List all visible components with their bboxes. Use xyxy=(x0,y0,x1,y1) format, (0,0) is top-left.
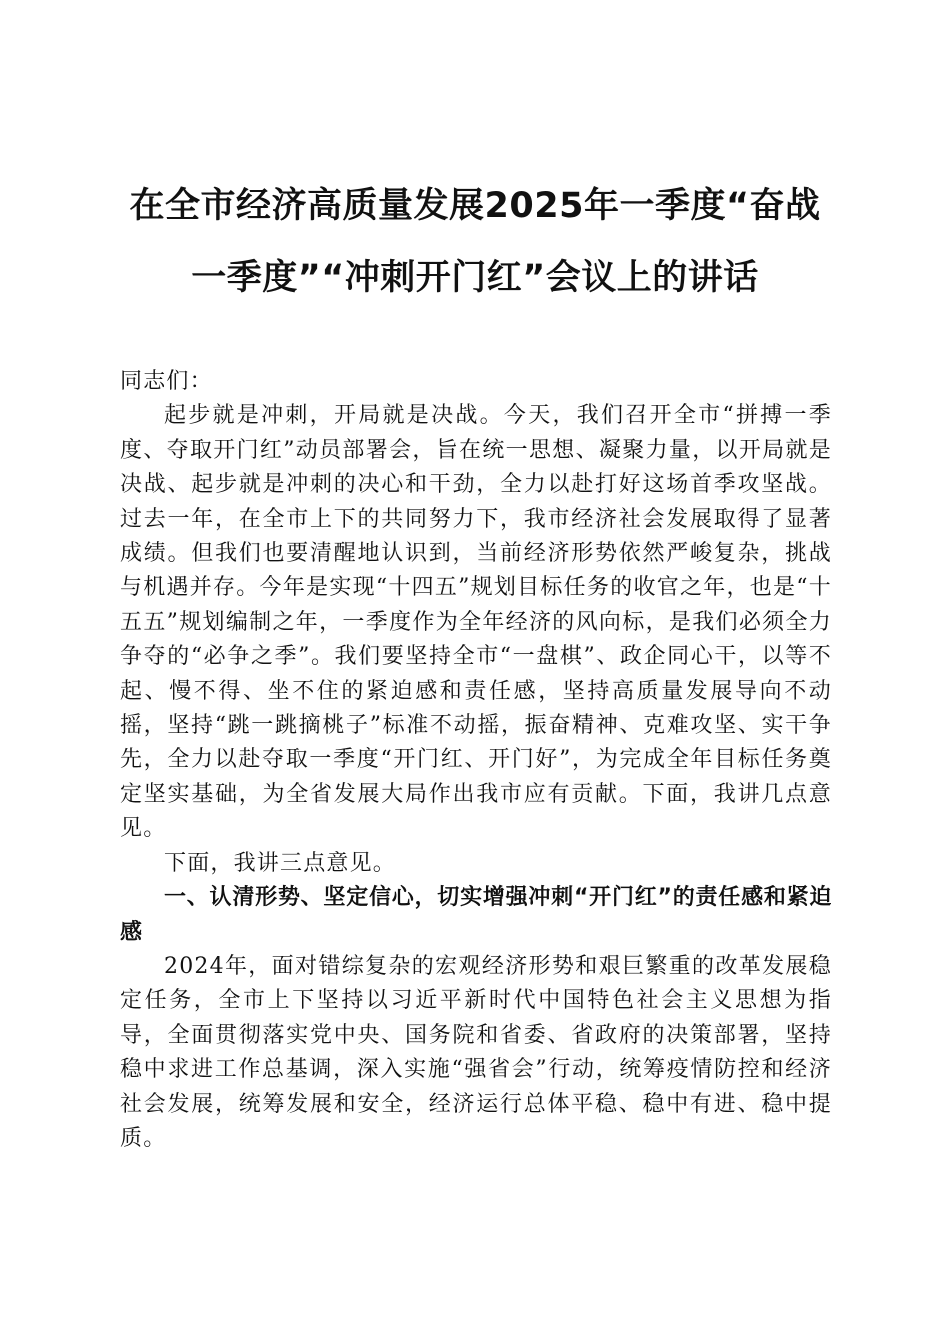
title-line-1: 在全市经济高质量发展2025年一季度“奋战 xyxy=(129,186,821,226)
transition-paragraph: 下面，我讲三点意见。 xyxy=(164,850,397,876)
section-heading-1: 一、认清形势、坚定信心，切实增强冲刺“开门红”的责任感和紧迫感 xyxy=(120,885,832,945)
document-body xyxy=(120,365,832,1156)
opening-paragraph: 起步就是冲刺，开局就是决战。今天，我们召开全市“拼搏一季度、夺取开门红”动员部署会，旨在统一思想、凝聚力量，以开局就是决战、起步就是冲刺的决心和干劲，全力以赴打好这场首季攻坚战。过去一年，在全市上下的共同努力下，我市经济社会发展取得了显著成绩。但我们也要清醒地认识到，当前经济形势依然严峻复杂，挑战与机遇并存。今年是实现“十四五”规划目标任务的收官之年，也是“十五五”规划编制之年，一季度作为全年经济的风向标，是我们必须全力争夺的“必争之季”。我们要坚持全市“一盘棋”、政企同心干，以等不起、慢不得、坐不住的紧迫感和责任感，坚持高质量发展导向不动摇，坚持“跳一跳摘桃子”标准不动摇，振奋精神、克难攻坚、实干争先，全力以赴夺取一季度“开门红、开门好”，为完成全年目标任务奠定坚实基础，为全省发展大局作出我市应有贡献。下面，我讲几点意见。 xyxy=(120,403,832,842)
title-line-2: 一季度”“冲刺开门红”会议上的讲话 xyxy=(191,258,759,298)
document-title xyxy=(110,170,840,314)
salutation: 同志们： xyxy=(120,369,213,394)
section-1-paragraph: 2024年，面对错综复杂的宏观经济形势和艰巨繁重的改革发展稳定任务，全市上下坚持以习近平新时代中国特色社会主义思想为指导，全面贯彻落实党中央、国务院和省委、省政府的决策部署，坚持稳中求进工作总基调，深入实施“强省会”行动，统筹疫情防控和经济社会发展，统筹发展和安全，经济运行总体平稳、稳中有进、稳中提质。 xyxy=(120,953,832,1151)
